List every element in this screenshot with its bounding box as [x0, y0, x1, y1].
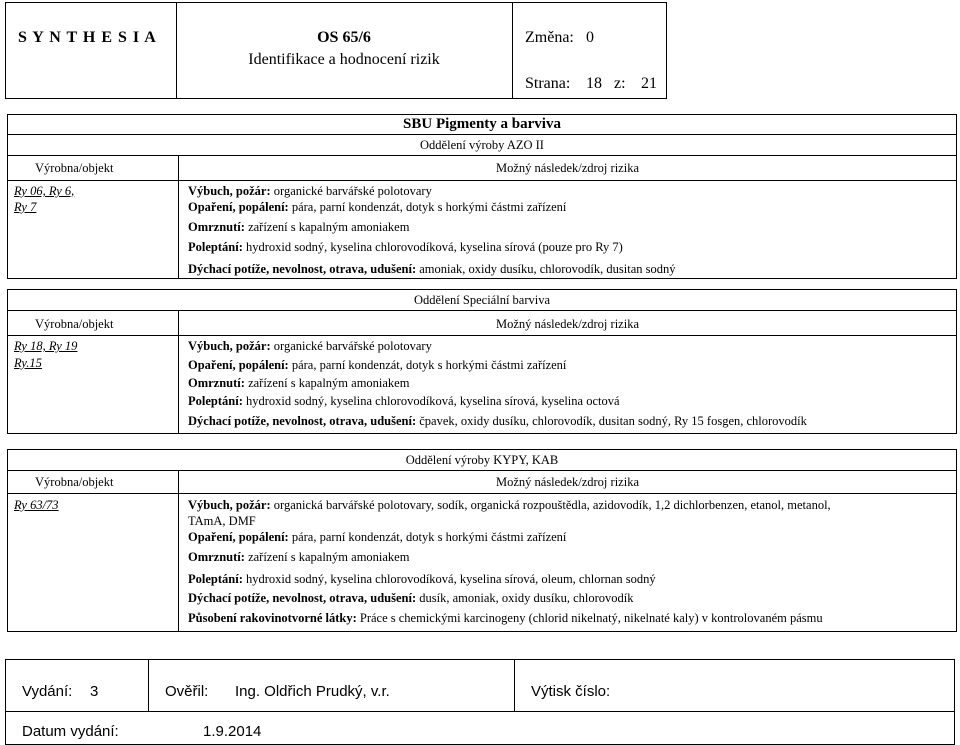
doc-title: Identifikace a hodnocení rizik — [248, 51, 440, 68]
section2-object-2: Ry.15 — [14, 356, 42, 370]
change-label: Změna: — [525, 29, 574, 46]
section3-object-1: Ry 63/73 — [14, 498, 59, 512]
section2-rule-1 — [7, 310, 957, 311]
print-number-label: Výtisk číslo: — [531, 683, 611, 700]
section2-risk-corrosion: Poleptání: hydroxid sodný, kyselina chlorovodíková, kyselina sírová, kyselina octová — [188, 394, 620, 408]
section2-object-1: Ry 18, Ry 19 — [14, 339, 78, 353]
verified-label: Ověřil: — [165, 683, 209, 700]
section3-risk-explosion-cont: TAmA, DMF — [188, 514, 256, 528]
section2-subtitle: Oddělení Speciální barviva — [413, 293, 551, 307]
header-divider-2 — [512, 2, 513, 99]
section3-subtitle: Oddělení výroby KYPY, KAB — [405, 453, 559, 467]
section2-col-right: Možný následek/zdroj rizika — [495, 317, 639, 331]
issue-date-label: Datum vydání: — [22, 723, 119, 740]
page-label: Strana: — [525, 75, 571, 92]
section2-risk-explosion: Výbuch, požár: organické barvářské polotovary — [188, 339, 432, 353]
section1-title: SBU Pigmenty a barviva — [403, 116, 561, 132]
section2-risk-breathing: Dýchací potíže, nevolnost, otrava, udušení: čpavek, oxidy dusíku, chlorovodík, dusitan sodný, Ry 15 fosgen, chlorovodík — [188, 414, 807, 428]
section2-risk-burn: Opaření, popálení: pára, parní kondenzát, dotyk s horkými částmi zařízení — [188, 358, 567, 372]
verified-value: Ing. Oldřich Prudký, v.r. — [235, 683, 390, 700]
section1-risk-explosion: Výbuch, požár: organické barvářské polotovary — [188, 184, 432, 198]
footer-rule — [5, 711, 955, 712]
section1-rule-1 — [7, 134, 957, 135]
page-of: z: — [614, 75, 626, 92]
company-name: S Y N T H E S I A — [18, 29, 157, 46]
section3-col-left: Výrobna/objekt — [35, 475, 114, 489]
section3-risk-breathing: Dýchací potíže, nevolnost, otrava, udušení: dusík, amoniak, oxidy dusíku, chlorovodík — [188, 591, 634, 605]
section1-risk-corrosion: Poleptání: hydroxid sodný, kyselina chlorovodíková, kyselina sírová (pouze pro Ry 7) — [188, 240, 623, 254]
page-value: 18 — [586, 75, 602, 92]
section1-subtitle: Oddělení výroby AZO II — [420, 138, 544, 152]
section1-col-right: Možný následek/zdroj rizika — [495, 161, 639, 175]
section1-rule-2 — [7, 155, 957, 156]
section3-risk-carcinogen: Působení rakovinotvorné látky: Práce s chemickými karcinogeny (chlorid nikelnatý, nikelnaté kaly) v kontrolovaném pásmu — [188, 611, 823, 625]
issue-label: Vydání: — [22, 683, 73, 700]
section1-risk-burn: Opaření, popálení: pára, parní kondenzát, dotyk s horkými částmi zařízení — [188, 200, 567, 214]
section1-col-left: Výrobna/objekt — [35, 161, 114, 175]
section3-risk-frostbite: Omrznutí: zařízení s kapalným amoniakem — [188, 550, 410, 564]
section1-object-1: Ry 06, Ry 6, — [14, 184, 75, 198]
footer-divider-2 — [514, 659, 515, 711]
section1-risk-frostbite: Omrznutí: zařízení s kapalným amoniakem — [188, 220, 410, 234]
section2-col-left: Výrobna/objekt — [35, 317, 114, 331]
section3-risk-explosion: Výbuch, požár: organická barvářské polotovary, sodík, organická rozpouštědla, azidovodík, 1,2 dichlorbenzen, etanol, metanol, — [188, 498, 831, 512]
page-total: 21 — [641, 75, 657, 92]
doc-code: OS 65/6 — [317, 29, 371, 46]
section3-risk-burn: Opaření, popálení: pára, parní kondenzát, dotyk s horkými částmi zařízení — [188, 530, 567, 544]
section3-rule-1 — [7, 470, 957, 471]
footer-divider-1 — [148, 659, 149, 711]
section3-col-right: Možný následek/zdroj rizika — [495, 475, 639, 489]
section2-risk-frostbite: Omrznutí: zařízení s kapalným amoniakem — [188, 376, 410, 390]
change-value: 0 — [586, 29, 594, 46]
issue-date-value: 1.9.2014 — [203, 723, 262, 740]
section1-rule-3 — [7, 180, 957, 181]
section2-rule-2 — [7, 335, 957, 336]
issue-value: 3 — [90, 683, 99, 700]
section3-risk-corrosion: Poleptání: hydroxid sodný, kyselina chlorovodíková, kyselina sírová, oleum, chlornan sodný — [188, 572, 656, 586]
section1-risk-breathing: Dýchací potíže, nevolnost, otrava, udušení: amoniak, oxidy dusíku, chlorovodík, dusitan sodný — [188, 262, 676, 276]
section3-col-divider — [178, 470, 179, 632]
section3-rule-2 — [7, 493, 957, 494]
section1-object-2: Ry 7 — [14, 200, 37, 214]
